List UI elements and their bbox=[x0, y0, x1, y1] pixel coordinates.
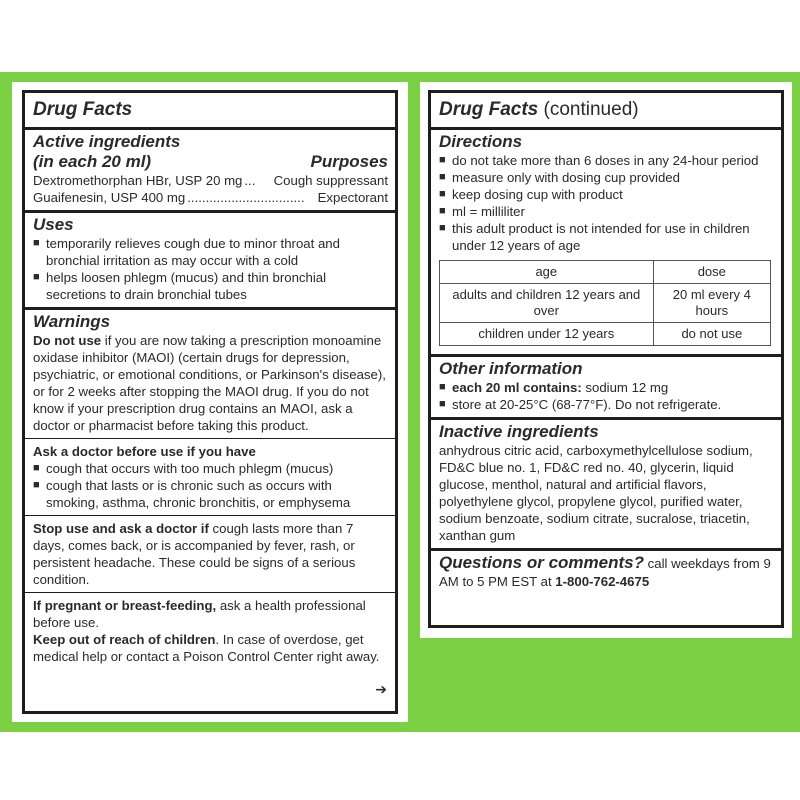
stop-use-subsection bbox=[25, 515, 395, 588]
table-header-dose: dose bbox=[653, 261, 770, 284]
ask-doctor-item: ■ cough that lasts or is chronic such as occurs with smoking, asthma, chronic bronchitis, or emphysema bbox=[33, 477, 388, 511]
ingredient-leader: ................................ bbox=[187, 190, 305, 205]
ingredient-purpose: Expectorant bbox=[317, 190, 388, 205]
table-row bbox=[440, 323, 771, 346]
keep-out-paragraph bbox=[33, 631, 388, 665]
purposes-heading: Purposes bbox=[310, 152, 388, 171]
other-information-item bbox=[439, 379, 774, 396]
uses-item: ■ temporarily relieves cough due to minor throat and bronchial irritation as may occur with a cold bbox=[33, 235, 388, 269]
drug-facts-card-left bbox=[12, 82, 408, 722]
questions-text: call weekdays from 9 AM to 5 PM EST at bbox=[439, 556, 771, 589]
pregnant-text: ask a health professional before use. bbox=[33, 598, 366, 630]
keep-out-label: Keep out of reach of children bbox=[33, 632, 216, 647]
do-not-use-paragraph bbox=[33, 332, 388, 434]
table-header-age: age bbox=[440, 261, 654, 284]
drug-facts-card-right bbox=[420, 82, 792, 638]
table-cell-dose: 20 ml every 4 hours bbox=[653, 284, 770, 323]
pregnant-label: If pregnant or breast-feeding, bbox=[33, 598, 217, 613]
warnings-section bbox=[25, 310, 395, 704]
inactive-ingredients-text: anhydrous citric acid, carboxymethylcellulose sodium, FD&C blue no. 1, FD&C red no. 40, glycerin, liquid glucose, menthol, natural and artificial flavors, polyethylene glycol, propylene glycol, purified water, sodium benzoate, sodium citrate, sucralose, triacetin, xanthan gum bbox=[439, 443, 753, 543]
ask-doctor-item: ■ cough that occurs with too much phlegm (mucus) bbox=[33, 460, 388, 477]
table-cell-age: adults and children 12 years and over bbox=[440, 284, 654, 323]
active-ingredients-section bbox=[25, 130, 395, 213]
ingredient-row bbox=[33, 172, 388, 189]
drug-facts-panel-left bbox=[22, 90, 398, 714]
uses-section bbox=[25, 213, 395, 310]
continue-arrow-icon: ➔ bbox=[375, 681, 387, 697]
phone-number: 1-800-762-4675 bbox=[555, 574, 650, 589]
continued-title-section bbox=[431, 93, 781, 130]
ingredient-name: Dextromethorphan HBr, USP 20 mg bbox=[33, 173, 243, 188]
sodium-text: sodium 12 mg bbox=[581, 380, 669, 395]
ingredient-purpose: Cough suppressant bbox=[273, 173, 388, 188]
directions-item: ■ keep dosing cup with product bbox=[439, 186, 774, 203]
table-header-row bbox=[440, 261, 771, 284]
active-ingredients-heading: Active ingredients bbox=[33, 132, 181, 151]
inactive-ingredients-heading: Inactive ingredients bbox=[439, 422, 599, 441]
ask-doctor-label: Ask a doctor before use if you have bbox=[33, 444, 256, 459]
ingredient-row bbox=[33, 189, 388, 206]
ingredient-leader: ... bbox=[244, 173, 256, 188]
directions-section bbox=[431, 130, 781, 357]
continued-suffix: (continued) bbox=[538, 99, 639, 120]
questions-section bbox=[431, 551, 781, 594]
other-information-item: ■ store at 20-25°C (68-77°F). Do not refrigerate. bbox=[439, 396, 774, 413]
stop-use-label: Stop use and ask a doctor if bbox=[33, 521, 209, 536]
do-not-use-text: if you are now taking a prescription monoamine oxidase inhibitor (MAOI) (certain drugs for depression, psychiatric, or emotional conditions, or Parkinson's disease), or for 2 weeks after stopping the MAOI drug. If you do not know if your prescription drug contains an MAOI, ask a doctor or pharmacist before taking this product. bbox=[33, 333, 386, 433]
directions-item: ■ this adult product is not intended for use in children under 12 years of age bbox=[439, 220, 774, 254]
directions-item: ■ ml = milliliter bbox=[439, 203, 774, 220]
keep-out-text: . In case of overdose, get medical help or contact a Poison Control Center right away. bbox=[33, 632, 380, 664]
drug-facts-title: Drug Facts bbox=[439, 99, 539, 120]
inactive-ingredients-section bbox=[431, 420, 781, 551]
pregnancy-subsection bbox=[25, 592, 395, 665]
ask-doctor-subsection bbox=[25, 438, 395, 511]
table-cell-age: children under 12 years bbox=[440, 323, 654, 346]
active-ingredients-subheading: (in each 20 ml) bbox=[33, 152, 152, 171]
uses-heading: Uses bbox=[33, 215, 74, 234]
questions-heading: Questions or comments? bbox=[439, 553, 644, 572]
uses-item: ■ helps loosen phlegm (mucus) and thin bronchial secretions to drain bronchial tubes bbox=[33, 269, 388, 303]
sodium-label: each 20 ml contains: bbox=[452, 380, 582, 395]
directions-item: ■ measure only with dosing cup provided bbox=[439, 169, 774, 186]
other-information-heading: Other information bbox=[439, 359, 583, 378]
table-cell-dose: do not use bbox=[653, 323, 770, 346]
warnings-heading: Warnings bbox=[33, 312, 111, 331]
drug-facts-continued-title bbox=[439, 97, 774, 123]
do-not-use-label: Do not use bbox=[33, 333, 102, 348]
other-information-section bbox=[431, 357, 781, 420]
drug-facts-title-section bbox=[25, 93, 395, 130]
dosage-table bbox=[439, 260, 771, 346]
directions-item: ■ do not take more than 6 doses in any 24-hour period bbox=[439, 152, 774, 169]
drug-facts-panel-right bbox=[428, 90, 784, 628]
drug-facts-title: Drug Facts bbox=[33, 99, 133, 120]
table-row bbox=[440, 284, 771, 323]
ingredient-name: Guaifenesin, USP 400 mg bbox=[33, 190, 186, 205]
directions-heading: Directions bbox=[439, 132, 523, 151]
stop-use-text: cough lasts more than 7 days, comes back, or is accompanied by fever, rash, or persistent headache. These could be signs of a serious condition. bbox=[33, 521, 356, 587]
